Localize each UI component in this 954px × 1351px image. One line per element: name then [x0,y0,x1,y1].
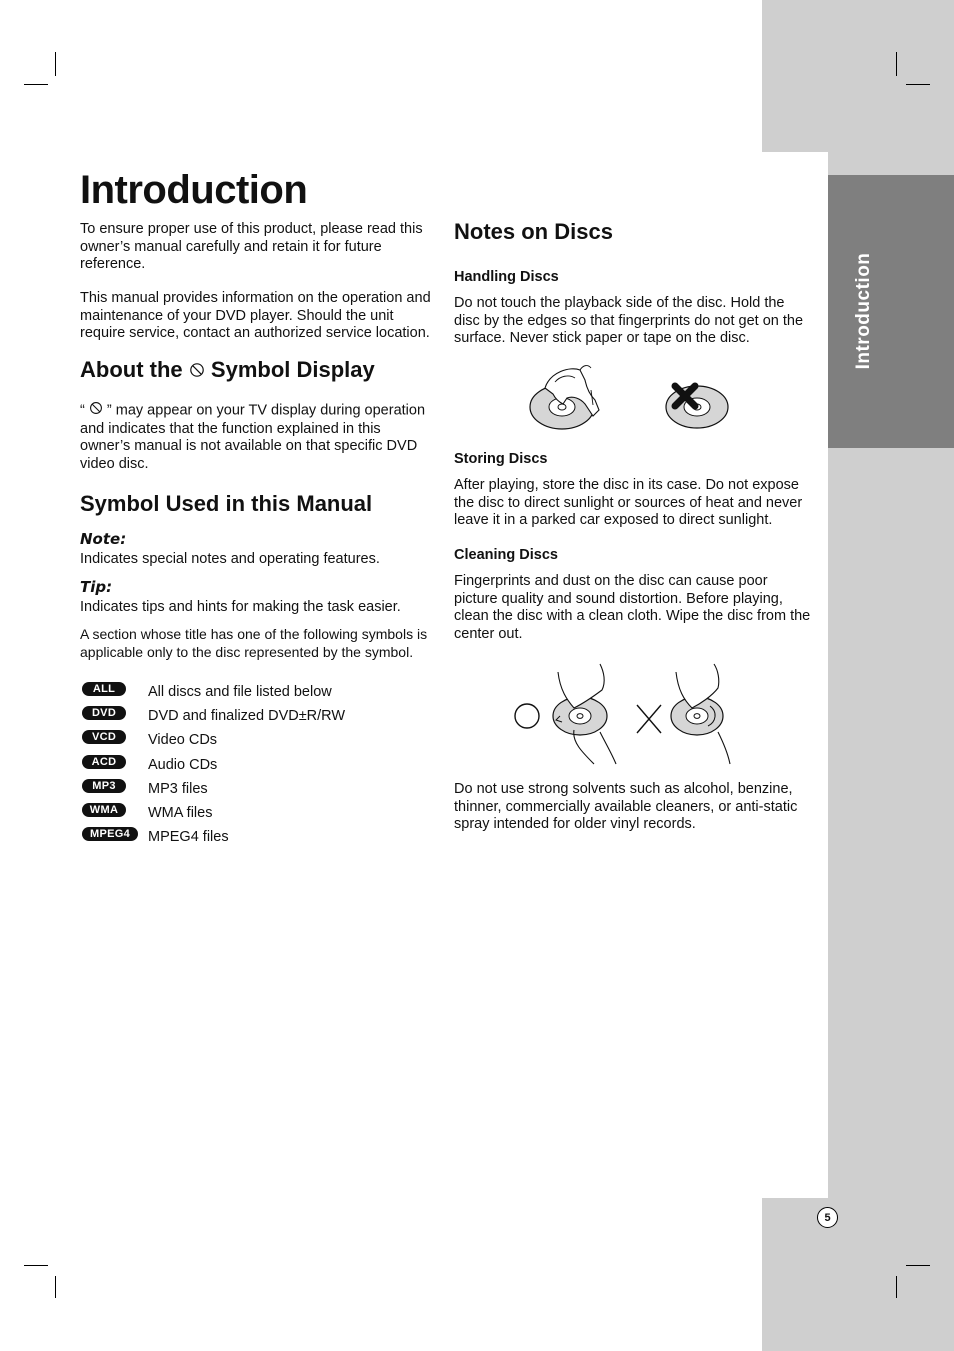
handling-text: Do not touch the playback side of the disc. Hold the disc by the edges so that fingerprints do not get on the surface. Never stick paper or tape on the disc. [454,295,804,346]
disc-badge-wma: WMA [82,803,126,817]
solvents-text: Do not use strong solvents such as alcohol, benzine, thinner, commercially available cleaners, or anti-static spray intended for older vinyl records. [454,781,798,832]
list-item [80,827,440,851]
disc-desc: Video CDs [148,732,218,749]
disc-desc: MP3 files [148,780,208,797]
list-item [80,682,440,706]
correct-handling-icon [530,366,599,429]
intro-paragraph-2: This manual provides information on the operation and maintenance of your DVD player. Should the unit require service, contact an authorized service location. [80,290,431,341]
disc-badge-dvd: DVD [82,706,126,720]
page-title: Introduction [80,168,308,212]
disc-badge-mpeg4: MPEG4 [82,827,138,841]
section-symbols-text: A section whose title has one of the following symbols is applicable only to the disc represented by the symbol. [80,626,428,660]
cleaning-heading: Cleaning Discs [454,547,558,563]
intro-paragraph-1: To ensure proper use of this product, please read this owner’s manual carefully and retain it for future reference. [80,221,423,272]
about-paragraph [80,401,430,473]
list-item [80,779,440,803]
disc-desc: DVD and finalized DVD±R/RW [148,708,346,725]
about-symbol-heading [80,357,375,384]
wrong-x-icon [637,705,661,733]
wrong-handling-icon [666,386,728,428]
about-text: ” may appear on your TV display during operation and indicates that the function explained in this owner’s manual is not available on that specific DVD video disc. [80,402,426,472]
about-quote-open: “ [80,402,85,419]
tip-text: Indicates tips and hints for making the task easier. [80,599,401,615]
disc-desc: Audio CDs [148,756,218,773]
crop-mark [24,1265,48,1266]
crop-mark [906,1265,930,1266]
symbol-used-heading: Symbol Used in this Manual [80,491,373,516]
about-heading-pre: About the [80,357,183,382]
correct-circle-icon [515,704,539,728]
about-heading-post: Symbol Display [210,357,375,382]
disc-desc: All discs and file listed below [148,684,332,700]
disc-badge-mp3: MP3 [82,779,126,793]
crop-mark [906,84,930,85]
disc-badge-all: ALL [82,682,126,696]
notes-on-discs-heading: Notes on Discs [454,219,613,244]
disc-cleaning-illustration [512,660,737,773]
crop-mark [896,1276,897,1298]
note-label: Note: [80,530,127,548]
disc-desc: MPEG4 files [148,829,229,846]
prohibited-symbol-icon [89,401,103,421]
list-item [80,730,440,754]
disc-badge-acd: ACD [82,755,126,769]
disc-handling-illustration [525,360,735,440]
tip-label: Tip: [80,578,113,596]
note-text: Indicates special notes and operating features. [80,551,380,567]
storing-text: After playing, store the disc in its case. Do not expose the disc to direct sunlight or sources of heat and never leave it in a parked car exposed to direct sunlight. [454,477,803,528]
crop-mark [55,52,56,76]
disc-desc: WMA files [148,804,213,821]
section-tab-label: Introduction [853,252,874,370]
crop-mark [24,84,48,85]
handling-heading: Handling Discs [454,269,559,285]
correct-wipe-icon [553,664,616,764]
list-item [80,755,440,779]
cleaning-text: Fingerprints and dust on the disc can cause poor picture quality and sound distortion. Before playing, clean the disc with a clean cloth. Wipe the disc from the center out. [454,573,811,642]
disc-badge-vcd: VCD [82,730,126,744]
section-tab [828,175,954,448]
prohibited-symbol-icon [189,358,205,384]
margin-block-bottom [762,1198,954,1351]
disc-symbol-list [80,682,440,851]
crop-mark [55,1276,56,1298]
list-item [80,803,440,827]
margin-block-top [762,0,954,152]
crop-mark [896,52,897,76]
page-number: 5 [817,1207,838,1228]
wrong-wipe-icon [671,664,730,764]
list-item [80,706,440,730]
storing-heading: Storing Discs [454,451,548,467]
